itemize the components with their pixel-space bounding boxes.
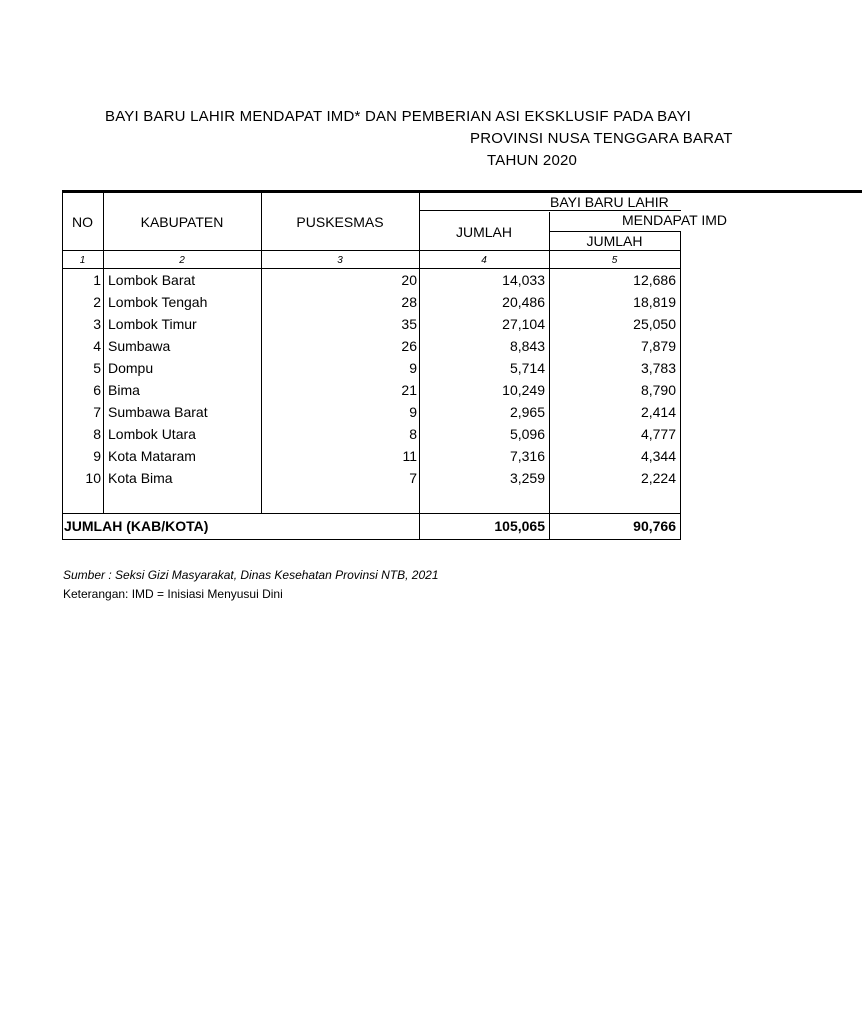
index-1: 1 — [79, 255, 86, 266]
table-top-border — [62, 190, 862, 193]
row-jumlah: 14,033 — [502, 272, 545, 288]
row-no: 9 — [93, 448, 101, 464]
row-kabupaten: Lombok Utara — [108, 426, 196, 442]
row-kabupaten: Sumbawa Barat — [108, 404, 208, 420]
title-line-3: TAHUN 2020 — [487, 152, 578, 169]
grid-line — [62, 513, 681, 514]
row-kabupaten: Kota Bima — [108, 470, 173, 486]
table-row — [62, 404, 681, 426]
row-no: 8 — [93, 426, 101, 442]
row-kabupaten: Lombok Timur — [108, 316, 197, 332]
table-row — [62, 272, 681, 294]
header-mendapat-imd: MENDAPAT IMD — [622, 212, 728, 228]
row-puskesmas: 26 — [401, 338, 417, 354]
row-kabupaten: Lombok Tengah — [108, 294, 208, 310]
table-row — [62, 316, 681, 338]
table-row — [62, 294, 681, 316]
row-kabupaten: Dompu — [108, 360, 154, 376]
header-imd-jumlah: JUMLAH — [586, 233, 643, 249]
row-puskesmas: 21 — [401, 382, 417, 398]
table-row — [62, 338, 681, 360]
row-imd-jumlah: 3,783 — [640, 360, 676, 376]
index-3: 3 — [337, 255, 343, 266]
grid-line — [419, 210, 681, 211]
row-puskesmas: 28 — [401, 294, 417, 310]
row-imd-jumlah: 25,050 — [633, 316, 676, 332]
total-jumlah: 105,065 — [494, 518, 545, 534]
row-jumlah: 20,486 — [502, 294, 545, 310]
row-imd-jumlah: 18,819 — [633, 294, 676, 310]
table-row — [62, 470, 681, 492]
row-imd-jumlah: 4,777 — [640, 426, 676, 442]
title-line-2: PROVINSI NUSA TENGGARA BARAT — [470, 130, 733, 147]
row-imd-jumlah: 4,344 — [640, 448, 676, 464]
row-no: 5 — [93, 360, 101, 376]
total-imd-jumlah: 90,766 — [633, 518, 676, 534]
row-jumlah: 5,096 — [509, 426, 545, 442]
row-no: 10 — [85, 470, 101, 486]
row-puskesmas: 20 — [401, 272, 417, 288]
header-jumlah: JUMLAH — [455, 224, 512, 240]
row-imd-jumlah: 12,686 — [633, 272, 676, 288]
row-no: 7 — [93, 404, 101, 420]
row-kabupaten: Kota Mataram — [108, 448, 196, 464]
row-jumlah: 2,965 — [509, 404, 545, 420]
header-puskesmas: PUSKESMAS — [296, 214, 384, 230]
index-2: 2 — [179, 255, 185, 266]
title-line-1: BAYI BARU LAHIR MENDAPAT IMD* DAN PEMBERIAN ASI EKSKLUSIF PADA BAYI — [105, 108, 692, 125]
row-no: 1 — [93, 272, 101, 288]
row-puskesmas: 35 — [401, 316, 417, 332]
index-5: 5 — [611, 255, 618, 266]
table-row — [62, 448, 681, 470]
data-table — [62, 190, 728, 550]
index-4: 4 — [481, 255, 487, 266]
header-no: NO — [72, 214, 93, 230]
row-jumlah: 27,104 — [502, 316, 545, 332]
row-puskesmas: 9 — [409, 360, 417, 376]
row-kabupaten: Lombok Barat — [108, 272, 196, 288]
row-puskesmas: 11 — [402, 448, 417, 464]
row-kabupaten: Bima — [108, 382, 140, 398]
table-row — [62, 382, 681, 404]
grid-line — [62, 250, 681, 251]
row-jumlah: 8,843 — [509, 338, 545, 354]
table-row — [62, 426, 681, 448]
row-no: 2 — [93, 294, 101, 310]
row-jumlah: 10,249 — [502, 382, 545, 398]
source-note: Sumber : Seksi Gizi Masyarakat, Dinas Kesehatan Provinsi NTB, 2021 — [63, 568, 439, 582]
header-bayi-baru-lahir: BAYI BARU LAHIR — [550, 194, 669, 210]
row-no: 4 — [93, 338, 101, 354]
row-imd-jumlah: 8,790 — [640, 382, 676, 398]
total-label: JUMLAH (KAB/KOTA) — [64, 518, 209, 534]
row-no: 6 — [93, 382, 101, 398]
row-jumlah: 5,714 — [509, 360, 545, 376]
legend-note: Keterangan: IMD = Inisiasi Menyusui Dini — [63, 587, 283, 601]
grid-line — [62, 539, 681, 540]
table-row — [62, 360, 681, 382]
row-puskesmas: 9 — [409, 404, 417, 420]
row-no: 3 — [93, 316, 101, 332]
row-puskesmas: 7 — [409, 470, 417, 486]
row-imd-jumlah: 7,879 — [640, 338, 676, 354]
grid-line — [549, 231, 681, 232]
title-block — [0, 0, 733, 180]
row-kabupaten: Sumbawa — [108, 338, 171, 354]
header-kabupaten: KABUPATEN — [140, 214, 224, 230]
row-puskesmas: 8 — [409, 426, 417, 442]
row-jumlah: 7,316 — [509, 448, 545, 464]
row-imd-jumlah: 2,414 — [640, 404, 676, 420]
row-imd-jumlah: 2,224 — [640, 470, 676, 486]
row-jumlah: 3,259 — [509, 470, 545, 486]
